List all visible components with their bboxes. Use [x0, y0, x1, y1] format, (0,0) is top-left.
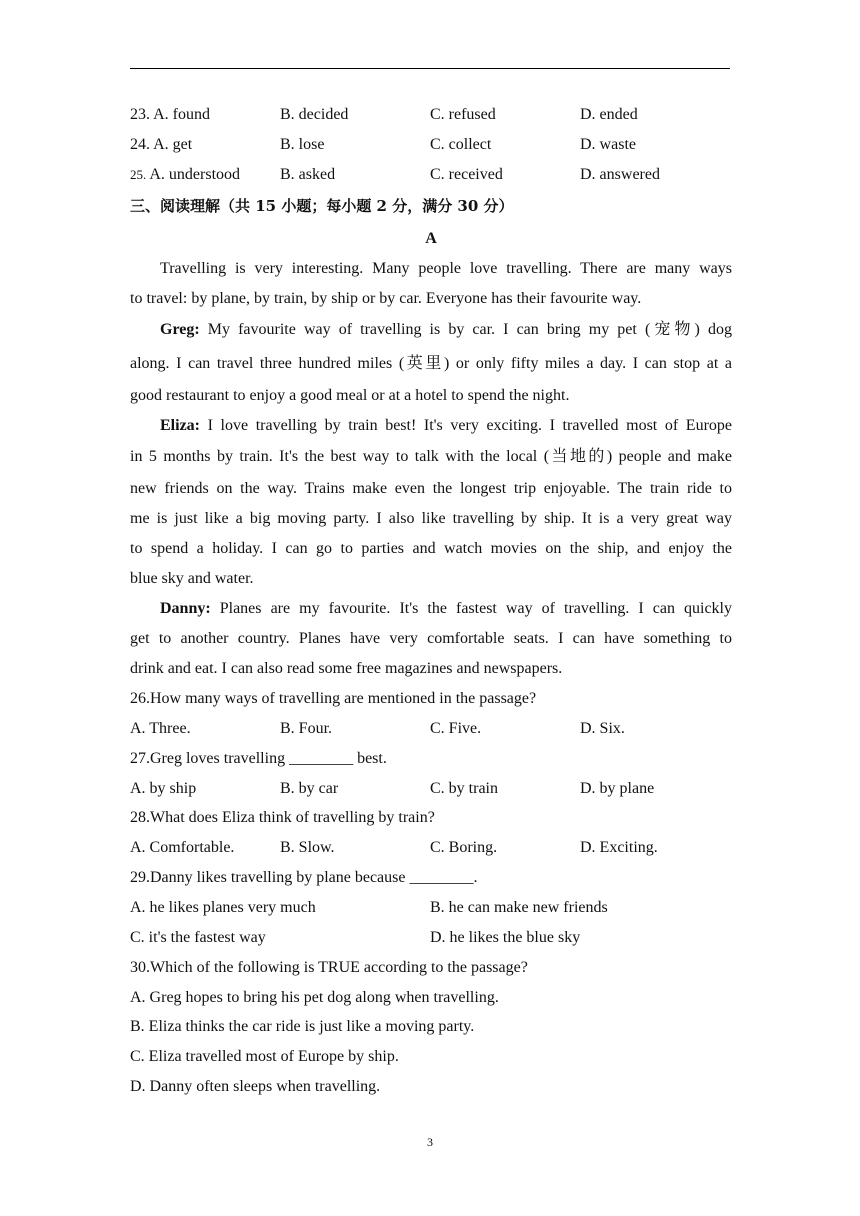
question-29-stem: 29.Danny likes travelling by plane because ________.	[130, 869, 478, 886]
passage-line: along. I can travel three hundred miles (英里) or only fifty miles a day. I can stop at a	[130, 355, 732, 372]
option-d: D. by plane	[580, 780, 655, 797]
passage-text: I love travelling by train best! It's very exciting. I travelled most of Europe	[200, 417, 732, 434]
question-number: 24.	[130, 136, 150, 153]
passage-line: Travelling is very interesting. Many people love travelling. There are many ways	[160, 260, 732, 277]
option-b: B. lose	[280, 136, 325, 153]
option-c: C. refused	[430, 106, 496, 123]
question-28-stem: 28.What does Eliza think of travelling by train?	[130, 809, 435, 826]
option-d: D. ended	[580, 106, 638, 123]
option-b: B. asked	[280, 166, 336, 183]
passage-label: A	[425, 230, 437, 247]
option-d: D. Danny often sleeps when travelling.	[130, 1078, 381, 1095]
passage-line	[160, 599, 732, 619]
option-c: C. Five.	[430, 720, 482, 737]
option-a: A. he likes planes very much	[130, 899, 316, 916]
option-c: C. collect	[430, 136, 492, 153]
question-number: 25.	[130, 167, 147, 182]
passage-line: blue sky and water.	[130, 570, 254, 587]
option-b: B. decided	[280, 106, 349, 123]
option-b: B. Eliza thinks the car ride is just like a moving party.	[130, 1018, 475, 1035]
option-c: C. Eliza travelled most of Europe by ship.	[130, 1048, 399, 1065]
option-a: A. Comfortable.	[130, 839, 235, 856]
passage-line: in 5 months by train. It's the best way to talk with the local (当地的) people and make	[130, 448, 732, 465]
option-d: D. waste	[580, 136, 636, 153]
option-a: A. get	[153, 136, 193, 153]
option-d: D. answered	[580, 166, 660, 183]
option-d: D. Exciting.	[580, 839, 658, 856]
option-c: C. by train	[430, 780, 498, 797]
passage-line: to travel: by plane, by train, by ship or by car. Everyone has their favourite way.	[130, 290, 642, 307]
passage-text: Planes are my favourite. It's the fastest way of travelling. I can quickly	[210, 600, 732, 617]
option-c: C. it's the fastest way	[130, 929, 266, 946]
passage-line: new friends on the way. Trains make even the longest trip enjoyable. The train ride to	[130, 480, 732, 497]
option-c: C. received	[430, 166, 503, 183]
header-rule	[130, 68, 730, 69]
option-d: D. Six.	[580, 720, 625, 737]
option-b: B. Four.	[280, 720, 333, 737]
option-a: A. by ship	[130, 780, 197, 797]
passage-line: me is just like a big moving party. I also like travelling by ship. It is a very great way	[130, 510, 732, 527]
speaker-name: Greg:	[160, 321, 200, 338]
option-b: B. Slow.	[280, 839, 335, 856]
option-a: A. found	[153, 106, 211, 123]
passage-line	[160, 416, 732, 436]
question-26-stem: 26.How many ways of travelling are mentioned in the passage?	[130, 690, 537, 707]
question-30-stem: 30.Which of the following is TRUE according to the passage?	[130, 959, 528, 976]
passage-line: to spend a holiday. I can go to parties and watch movies on the ship, and enjoy the	[130, 540, 732, 557]
option-d: D. he likes the blue sky	[430, 929, 581, 946]
option-a: A. Greg hopes to bring his pet dog along when travelling.	[130, 989, 499, 1006]
option-b: B. he can make new friends	[430, 899, 608, 916]
passage-line: good restaurant to enjoy a good meal or at a hotel to spend the night.	[130, 387, 570, 404]
option-c: C. Boring.	[430, 839, 498, 856]
question-27-stem: 27.Greg loves travelling ________ best.	[130, 750, 387, 767]
section-title: 三、阅读理解（共 15 小题；每小题 2 分，满分 30 分）	[130, 197, 514, 215]
speaker-name: Danny:	[160, 600, 211, 617]
passage-line	[160, 320, 732, 340]
option-b: B. by car	[280, 780, 339, 797]
question-number: 23.	[130, 106, 150, 123]
option-a: A. understood	[149, 166, 241, 183]
page-number: 3	[427, 1135, 433, 1149]
speaker-name: Eliza:	[160, 417, 200, 434]
option-a: A. Three.	[130, 720, 191, 737]
passage-text: My favourite way of travelling is by car. I can bring my pet (宠物) dog	[199, 321, 732, 338]
passage-line: drink and eat. I can also read some free magazines and newspapers.	[130, 660, 563, 677]
passage-line: get to another country. Planes have very comfortable seats. I can have something to	[130, 630, 732, 647]
